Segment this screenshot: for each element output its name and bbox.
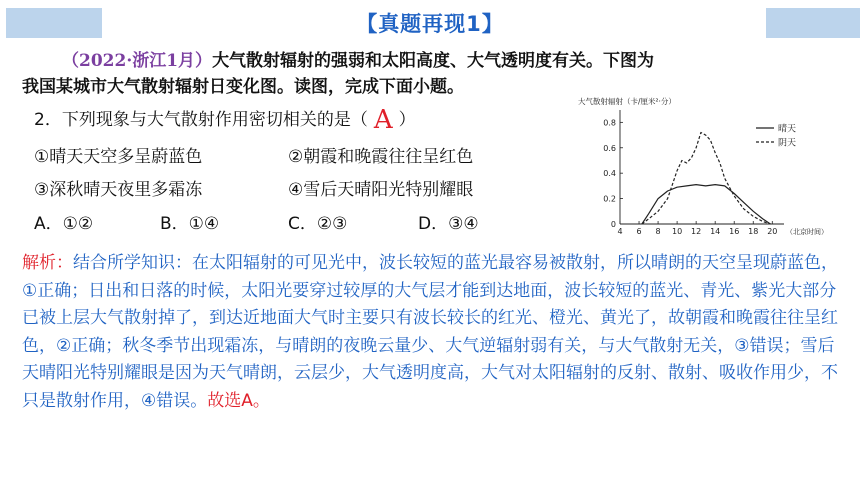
x-tick-label: 10 [672, 227, 683, 236]
option-b[interactable]: B．①④ [160, 214, 220, 234]
x-tick-label: 4 [617, 227, 623, 236]
option-a[interactable]: A．①② [34, 214, 94, 234]
scattered-radiation-chart [574, 94, 844, 244]
statement-2: ②朝霞和晚霞往往呈红色 [288, 147, 474, 167]
statement-1: ①晴天天空多呈蔚蓝色 [34, 147, 203, 167]
series-line-阴天 [642, 133, 771, 225]
analysis-text: 结合所学知识：在太阳辐射的可见光中，波长较短的蓝光最容易被散射，所以晴朗的天空呈现蔚蓝色，①正确；日出和日落的时候，太阳光要穿过较厚的大气层才能到达地面，波长较短的蓝光、青光、紫光大部分已被上层大气散射掉了，到达近地面大气时主要只有波长较长的红光、橙光、黄光了，故朝霞和晚霞往往呈红色，②正确；秋冬季节出现霜冻，与晴朗的夜晚云量少、大气逆辐射弱有关，与大气散射无关，③错误；雪后天晴阳光特别耀眼是因为天气晴朗，云层少，大气透明度高，大气对太阳辐射的反射、散射、吸收作用少，不只是散射作用，④错误。 [22, 253, 838, 411]
x-tick-label: 6 [636, 227, 642, 236]
analysis-conclusion: 故选A。 [207, 390, 270, 411]
analysis-label: 解析： [22, 253, 73, 273]
stem-end: ） [398, 110, 416, 130]
x-tick-label: 8 [655, 227, 661, 236]
title-text: 真题再现1 [378, 12, 482, 36]
answer-mark: A [373, 105, 393, 135]
legend-label: 晴天 [778, 124, 797, 135]
intro-line-1 [22, 48, 842, 74]
x-tick-label: 18 [748, 227, 759, 236]
x-tick-label: 20 [767, 227, 778, 236]
statement-row-1 [34, 145, 473, 169]
statement-row-2 [34, 178, 473, 202]
options-row [34, 212, 479, 236]
y-tick-label: 0.2 [603, 194, 616, 204]
title-open-bracket: 【 [356, 12, 379, 36]
y-tick-label: 0.6 [603, 143, 616, 153]
statement-3: ③深秋晴天夜里多霜冻 [34, 180, 203, 200]
analysis-block [22, 250, 838, 415]
intro-line-2: 我国某城市大气散射辐射日变化图。读图，完成下面小题。 [22, 77, 464, 97]
question-intro [22, 48, 842, 100]
x-tick-label: 16 [729, 227, 740, 236]
question-stem [34, 105, 416, 135]
y-tick-label: 0.4 [603, 169, 616, 179]
stem-text: 2．下列现象与大气散射作用密切相关的是（ [34, 110, 368, 130]
option-c[interactable]: C．②③ [288, 214, 348, 234]
page-title [0, 8, 860, 38]
chart-legend [756, 123, 796, 149]
y-tick-label: 0.8 [603, 118, 616, 128]
option-d[interactable]: D．③④ [418, 214, 479, 234]
x-tick-label: 12 [691, 227, 702, 236]
series-line-晴天 [642, 185, 771, 224]
statement-4: ④雪后天晴阳光特别耀眼 [288, 180, 474, 200]
chart-lines [642, 133, 771, 225]
title-close-bracket: 】 [481, 12, 504, 36]
legend-label: 阴天 [778, 138, 797, 149]
exam-source: （2022·浙江1月） [62, 51, 213, 71]
chart-xlabel: （北京时间） [786, 228, 828, 236]
chart-ylabel: 大气散射辐射（卡/厘米²·分） [578, 97, 676, 106]
x-tick-label: 14 [710, 227, 721, 236]
y-tick-label: 0 [610, 220, 616, 229]
intro-text-1: 大气散射辐射的强弱和太阳高度、大气透明度有关。下图为 [212, 51, 655, 71]
